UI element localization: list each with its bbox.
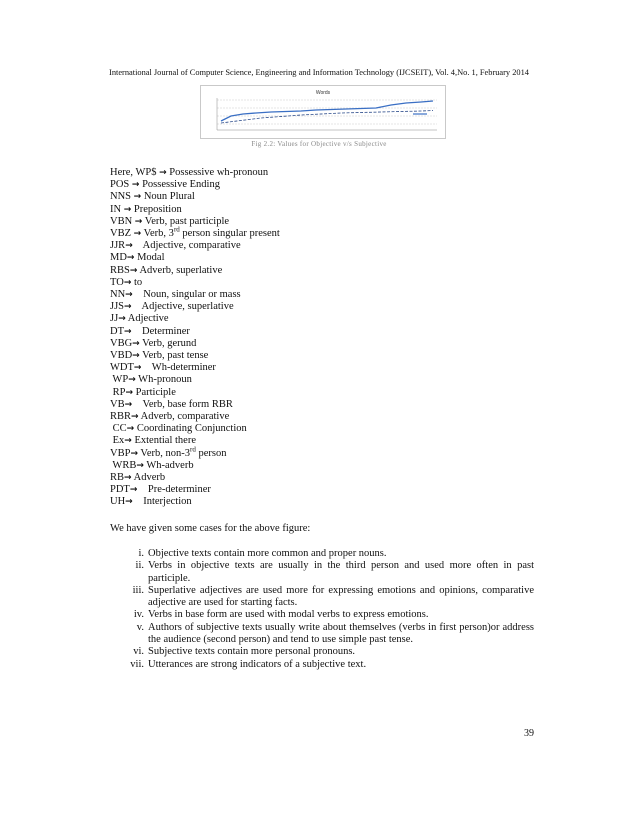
pos-tag-row — [110, 445, 280, 460]
tag-code: WDT — [110, 362, 134, 374]
case-item — [110, 585, 534, 610]
tag-code: CC — [110, 423, 127, 435]
arrow-icon: → — [124, 399, 133, 410]
pos-tag-row — [110, 240, 280, 252]
tag-meaning: Noun Plural — [141, 191, 195, 203]
case-text: Objective texts contain more common and proper nouns. — [148, 548, 387, 559]
case-item — [110, 659, 534, 671]
pos-tag-row — [110, 204, 280, 216]
tag-meaning: Wh-determiner — [141, 362, 216, 374]
pos-tag-row — [110, 338, 280, 350]
cases-intro: We have given some cases for the above figure: — [110, 523, 311, 534]
tag-meaning: Adjective — [125, 313, 169, 325]
arrow-icon: → — [125, 290, 133, 301]
tag-meaning: Noun, singular or mass — [132, 289, 241, 301]
case-text: Utterances are strong indicators of a subjective text. — [148, 658, 367, 670]
arrow-icon: → — [124, 302, 132, 313]
tag-meaning: Pre-determiner — [137, 484, 211, 496]
tag-code: IN — [110, 203, 124, 215]
arrow-icon: → — [126, 253, 135, 264]
pos-tag-row — [110, 411, 280, 423]
tag-code: NNS — [110, 191, 134, 203]
case-text: Superlative adjectives are used more for expressing emotions and opinions, comparative adjective are used for starting facts. — [148, 584, 534, 609]
arrow-icon: → — [125, 497, 133, 508]
case-text: Verbs in objective texts are usually in the third person and used more often in past participle. — [148, 560, 534, 584]
arrow-icon: → — [126, 424, 135, 435]
tag-code: VBZ — [110, 228, 134, 240]
tag-meaning: Interjection — [132, 496, 192, 508]
pos-tag-row — [110, 362, 280, 374]
case-item — [110, 548, 534, 560]
tag-code: JJR — [110, 240, 126, 252]
case-number: v. — [136, 621, 144, 633]
pos-tag-row — [110, 301, 280, 313]
ordinal-superscript: rd — [190, 445, 196, 454]
chart-title: Words — [315, 90, 331, 96]
arrow-icon: → — [128, 375, 136, 386]
pos-tag-row — [110, 374, 280, 386]
tag-meaning: Adverb, superlative — [137, 264, 223, 276]
case-number: iv. — [133, 609, 144, 621]
pos-tag-list — [110, 167, 280, 509]
tag-code: WRB — [110, 459, 137, 471]
tag-meaning-cont: person — [195, 447, 227, 459]
tag-code: RBR — [110, 411, 132, 423]
arrow-icon: → — [125, 241, 133, 252]
series-line-dashed — [221, 111, 433, 124]
tag-code: VBN — [110, 215, 135, 227]
pos-tag-row — [110, 191, 280, 203]
tag-meaning: Coordinating Conjunction — [134, 423, 247, 435]
case-item — [110, 609, 534, 621]
pos-tag-row — [110, 326, 280, 338]
tag-meaning: Participle — [133, 386, 176, 398]
arrow-icon: → — [129, 485, 138, 496]
journal-header: International Journal of Computer Science, Engineering and Information Technology (IJCSEIT), Vol. 4,No. 1, February 2014 — [109, 68, 529, 77]
tag-code: VBD — [110, 350, 133, 362]
case-text: Subjective texts contain more personal pronouns. — [148, 646, 356, 658]
arrow-icon: → — [131, 180, 140, 191]
pos-tag-row — [110, 167, 280, 179]
tag-meaning: Verb, non-3 — [137, 447, 190, 459]
tag-meaning: Verb, gerund — [139, 337, 197, 349]
tag-code: Ex — [110, 435, 125, 447]
pos-tag-row — [110, 472, 280, 484]
pos-tag-row — [110, 350, 280, 362]
series-line-blue — [221, 101, 433, 121]
tag-code: NN — [110, 289, 126, 301]
tag-meaning: Wh-pronoun — [135, 374, 192, 386]
arrow-icon: → — [159, 168, 167, 178]
pos-tag-row — [110, 423, 280, 435]
arrow-icon: → — [133, 192, 142, 203]
pos-tag-row — [110, 225, 280, 240]
tag-meaning: Adverb, comparative — [138, 411, 230, 423]
pos-tag-row — [110, 484, 280, 496]
arrow-icon: → — [133, 229, 142, 240]
tag-meaning: Determiner — [131, 325, 190, 337]
case-item — [110, 622, 534, 647]
tag-code: RBS — [110, 264, 130, 276]
tag-meaning-cont: person singular present — [179, 228, 280, 240]
tag-meaning: Verb, past participle — [142, 215, 230, 227]
arrow-icon: → — [118, 314, 126, 325]
pos-tag-row — [110, 289, 280, 301]
tag-meaning: Modal — [134, 252, 165, 264]
arrow-icon: → — [134, 216, 143, 227]
tag-meaning: Verb, 3 — [141, 228, 174, 240]
case-number: i. — [138, 548, 144, 559]
tag-meaning: Wh-adverb — [143, 459, 194, 471]
tag-meaning: to — [131, 276, 143, 288]
tag-code: WP — [110, 374, 129, 386]
pos-tag-row — [110, 216, 280, 228]
tag-meaning: Extential there — [131, 435, 196, 447]
tag-meaning: Adjective, comparative — [132, 240, 241, 252]
tag-code: PDT — [110, 484, 130, 496]
page-number: 39 — [524, 728, 534, 739]
arrow-icon: → — [130, 448, 138, 459]
tag-code: DT — [110, 325, 124, 337]
ordinal-superscript: rd — [173, 225, 180, 234]
tag-code: VB — [110, 398, 125, 410]
case-text: Authors of subjective texts usually write about themselves (verbs in first person)or address the audience (second person) and tend to use simple past tense. — [148, 621, 534, 646]
chart-svg — [201, 86, 445, 138]
case-text: Verbs in base form are used with modal verbs to express emotions. — [148, 609, 429, 621]
tag-meaning: Verb, past tense — [139, 350, 209, 362]
arrow-icon: → — [132, 351, 140, 362]
figure-chart — [200, 85, 446, 139]
tag-code: JJS — [110, 301, 125, 313]
pos-tag-row — [110, 387, 280, 399]
tag-code: VBP — [110, 447, 131, 459]
tag-code: VBG — [110, 337, 133, 349]
arrow-icon: → — [123, 277, 132, 288]
case-item — [110, 646, 534, 658]
case-number: vi. — [133, 646, 144, 658]
tag-code: UH — [110, 496, 126, 508]
arrow-icon: → — [124, 326, 132, 337]
tag-code: RP — [110, 386, 126, 398]
pos-tag-row — [110, 496, 280, 508]
cases-list — [110, 548, 534, 671]
case-number: vii. — [130, 658, 144, 670]
tag-code: JJ — [110, 313, 119, 325]
tag-code: POS — [110, 179, 132, 191]
pos-tag-row — [110, 277, 280, 289]
tag-meaning: Adjective, superlative — [131, 301, 234, 313]
case-number: iii. — [132, 584, 144, 596]
pos-tag-row — [110, 179, 280, 191]
arrow-icon: → — [136, 460, 144, 471]
pos-tag-row — [110, 265, 280, 277]
tag-meaning: Verb, base form RBR — [132, 398, 233, 410]
tag-meaning: Adverb — [131, 472, 166, 484]
arrow-icon: → — [129, 265, 138, 276]
tag-meaning: Possessive Ending — [139, 179, 220, 191]
tag-code: TO — [110, 276, 124, 288]
arrow-icon: → — [133, 363, 142, 374]
case-item — [110, 560, 534, 585]
tag-meaning: Possessive wh-pronoun — [166, 167, 269, 178]
arrow-icon: → — [125, 387, 134, 398]
arrow-icon: → — [131, 412, 139, 423]
arrow-icon: → — [123, 204, 132, 215]
figure-caption: Fig 2.2: Values for Objective v/s Subjective — [251, 140, 387, 148]
case-number: ii. — [135, 560, 144, 572]
pos-tag-row — [110, 399, 280, 411]
tag-code: MD — [110, 252, 127, 264]
arrow-icon: → — [124, 473, 132, 484]
tag-code: Here, WP$ — [110, 167, 160, 178]
pos-tag-row — [110, 313, 280, 325]
arrow-icon: → — [124, 436, 132, 447]
pos-tag-row — [110, 460, 280, 472]
pos-tag-row — [110, 252, 280, 264]
arrow-icon: → — [132, 338, 140, 349]
tag-meaning: Preposition — [131, 203, 182, 215]
tag-code: RB — [110, 472, 125, 484]
